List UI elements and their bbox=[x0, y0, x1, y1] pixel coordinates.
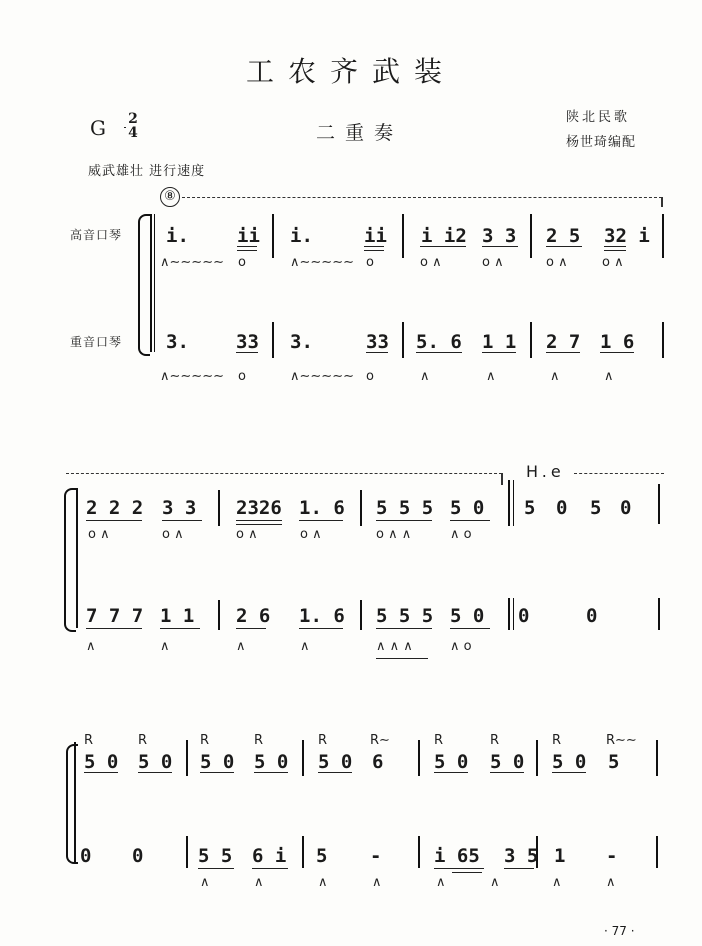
barline bbox=[272, 214, 274, 258]
articulation-mark: ∧ bbox=[552, 875, 562, 890]
articulation-mark: ∧ bbox=[160, 639, 170, 654]
barline bbox=[360, 600, 362, 630]
articulation-mark: ∧ bbox=[318, 875, 328, 890]
beam bbox=[482, 246, 518, 247]
octave-line-end bbox=[501, 473, 503, 485]
articulation-mark: o ∧ bbox=[236, 527, 258, 542]
beam bbox=[318, 772, 352, 773]
note-group: 32 i bbox=[604, 225, 650, 247]
articulation-mark: o bbox=[238, 369, 246, 384]
note-group: 1 1 bbox=[482, 331, 517, 353]
barline bbox=[508, 480, 510, 526]
note-group: 3 5 bbox=[504, 845, 539, 867]
articulation-mark: o bbox=[366, 255, 374, 270]
articulation-mark: ∧∼∼∼∼∼ bbox=[290, 369, 354, 384]
note-group: 2 6 bbox=[236, 605, 271, 627]
beam bbox=[364, 246, 384, 247]
beam bbox=[604, 246, 626, 247]
note-group: - bbox=[370, 845, 382, 867]
articulation-mark: ∧ bbox=[550, 369, 560, 384]
barline bbox=[150, 214, 152, 352]
barline bbox=[658, 598, 660, 630]
articulation-mark: o ∧ bbox=[602, 255, 624, 270]
barline bbox=[76, 488, 78, 628]
barline bbox=[186, 836, 188, 868]
he-marking: H.e bbox=[526, 462, 565, 481]
time-denominator: 4 bbox=[128, 125, 138, 141]
articulation-mark: ∧ o bbox=[450, 639, 472, 654]
note-group: 5 0 bbox=[318, 751, 353, 773]
barline bbox=[530, 214, 532, 258]
note-group: 2 2 2 bbox=[86, 497, 144, 519]
note-group: 1. 6 bbox=[299, 497, 345, 519]
reed-mark: R bbox=[200, 733, 210, 748]
note-group: i. bbox=[166, 225, 189, 247]
articulation-mark: o ∧ ∧ bbox=[376, 527, 412, 542]
beam bbox=[552, 772, 586, 773]
beam bbox=[86, 520, 142, 521]
barline bbox=[530, 322, 532, 358]
barline bbox=[508, 598, 510, 630]
articulation-mark: o ∧ bbox=[420, 255, 442, 270]
beam bbox=[416, 352, 462, 353]
time-numerator: 2 bbox=[128, 111, 138, 127]
articulation-mark: o bbox=[366, 369, 374, 384]
articulation-mark: ∧ bbox=[606, 875, 616, 890]
note-group: 5 0 bbox=[200, 751, 235, 773]
note-group: 5 bbox=[524, 497, 536, 519]
articulation-mark: o ∧ bbox=[162, 527, 184, 542]
beam bbox=[236, 352, 258, 353]
beam bbox=[237, 250, 257, 251]
beam bbox=[366, 352, 388, 353]
articulation-mark: o ∧ bbox=[88, 527, 110, 542]
beam bbox=[252, 868, 288, 869]
articulation-mark: ∧∼∼∼∼∼ bbox=[160, 369, 224, 384]
articulation-mark: ∧ bbox=[490, 875, 500, 890]
note-group: 1 6 bbox=[600, 331, 635, 353]
barline bbox=[74, 742, 76, 862]
note-group: - bbox=[606, 845, 618, 867]
beam bbox=[434, 868, 484, 869]
beam bbox=[160, 628, 200, 629]
note-group: 7 7 7 bbox=[86, 605, 144, 627]
note-group: 3 3 bbox=[482, 225, 517, 247]
beam bbox=[299, 628, 343, 629]
time-fraction-bar bbox=[124, 127, 126, 128]
arranger-credit: 杨世琦编配 bbox=[566, 135, 637, 150]
beam bbox=[604, 250, 626, 251]
note-group: i i2 bbox=[421, 225, 467, 247]
note-group: 5 5 bbox=[198, 845, 233, 867]
tempo-marking: 威武雄壮 进行速度 bbox=[88, 164, 206, 179]
barline bbox=[402, 214, 404, 258]
barline bbox=[302, 740, 304, 776]
beam bbox=[490, 772, 524, 773]
reed-mark: R bbox=[552, 733, 562, 748]
barline bbox=[656, 836, 658, 868]
note-group: 5 5 5 bbox=[376, 605, 434, 627]
note-group: 0 bbox=[556, 497, 568, 519]
system-brace bbox=[138, 214, 150, 356]
note-group: i. bbox=[290, 225, 313, 247]
note-group: 3 3 bbox=[162, 497, 197, 519]
note-group: 2 5 bbox=[546, 225, 581, 247]
beam bbox=[236, 524, 282, 525]
beam bbox=[546, 352, 580, 353]
articulation-mark: ∧ o bbox=[450, 527, 472, 542]
beam bbox=[200, 772, 234, 773]
beam bbox=[376, 658, 428, 659]
note-group: 1. 6 bbox=[299, 605, 345, 627]
part-label-lower: 重音口琴 bbox=[70, 335, 123, 349]
articulation-mark: ∧ bbox=[486, 369, 496, 384]
note-group: 5. 6 bbox=[416, 331, 462, 353]
reed-mark: R bbox=[84, 733, 94, 748]
beam bbox=[450, 628, 490, 629]
note-group: 5 0 bbox=[138, 751, 173, 773]
articulation-mark: ∧∼∼∼∼∼ bbox=[160, 255, 224, 270]
system-brace bbox=[66, 744, 78, 864]
time-signature bbox=[124, 112, 142, 140]
articulation-mark: ∧ bbox=[604, 369, 614, 384]
beam bbox=[237, 246, 257, 247]
barline bbox=[360, 490, 362, 526]
beam bbox=[236, 628, 266, 629]
beam bbox=[452, 872, 482, 873]
articulation-mark: ∧ bbox=[200, 875, 210, 890]
reed-mark: R∼∼ bbox=[606, 733, 637, 748]
subtitle: 二重奏 bbox=[316, 122, 404, 144]
beam bbox=[162, 520, 202, 521]
articulation-mark: o ∧ bbox=[300, 527, 322, 542]
note-group: 2326 bbox=[236, 497, 282, 519]
note-group: 0 bbox=[586, 605, 598, 627]
articulation-mark: ∧∼∼∼∼∼ bbox=[290, 255, 354, 270]
octave-line bbox=[66, 473, 502, 474]
beam bbox=[86, 628, 142, 629]
note-group: 2 7 bbox=[546, 331, 581, 353]
note-group: 6 bbox=[372, 751, 384, 773]
beam bbox=[254, 772, 288, 773]
articulation-mark: ∧ bbox=[436, 875, 446, 890]
barline bbox=[402, 322, 404, 358]
articulation-mark: ∧ bbox=[372, 875, 382, 890]
note-group: 5 0 bbox=[434, 751, 469, 773]
note-group: 33 bbox=[236, 331, 259, 353]
beam bbox=[84, 772, 118, 773]
note-group: 5 bbox=[608, 751, 620, 773]
barline bbox=[662, 322, 664, 358]
barline bbox=[536, 740, 538, 776]
barline bbox=[154, 214, 155, 352]
beam bbox=[482, 352, 516, 353]
note-group: 1 1 bbox=[160, 605, 195, 627]
source-credit: 陕北民歌 bbox=[566, 110, 631, 125]
articulation-mark: ∧ bbox=[236, 639, 246, 654]
barline bbox=[658, 484, 660, 524]
note-group: 5 0 bbox=[552, 751, 587, 773]
beam bbox=[376, 628, 432, 629]
octave-line-end bbox=[661, 197, 663, 207]
reed-mark: R bbox=[434, 733, 444, 748]
note-group: 1 bbox=[554, 845, 566, 867]
note-group: 3. bbox=[290, 331, 313, 353]
note-group: 0 bbox=[132, 845, 144, 867]
beam bbox=[434, 772, 468, 773]
system-brace bbox=[64, 488, 76, 632]
beam bbox=[504, 868, 534, 869]
note-group: 5 0 bbox=[84, 751, 119, 773]
note-group: 0 bbox=[80, 845, 92, 867]
barline bbox=[513, 598, 514, 630]
barline bbox=[418, 836, 420, 868]
note-group: 0 bbox=[518, 605, 530, 627]
note-group: 5 0 bbox=[490, 751, 525, 773]
barline bbox=[218, 490, 220, 526]
octave-line bbox=[574, 473, 664, 474]
beam bbox=[600, 352, 634, 353]
note-group: 5 0 bbox=[254, 751, 289, 773]
note-group: 5 bbox=[590, 497, 602, 519]
barline bbox=[272, 322, 274, 358]
note-group: ii bbox=[237, 225, 260, 247]
beam bbox=[236, 520, 282, 521]
page-number: · 77 · bbox=[604, 924, 635, 938]
barline bbox=[662, 214, 664, 258]
beam bbox=[364, 250, 384, 251]
beam bbox=[420, 246, 466, 247]
reed-mark: R∼ bbox=[370, 733, 390, 748]
song-title: 工农齐武装 bbox=[245, 55, 456, 88]
note-group: 5 bbox=[316, 845, 328, 867]
beam bbox=[299, 520, 343, 521]
articulation-mark: ∧ bbox=[254, 875, 264, 890]
part-label-upper: 高音口琴 bbox=[70, 228, 123, 242]
key-signature: G bbox=[90, 116, 106, 140]
beam bbox=[546, 246, 582, 247]
barline bbox=[418, 740, 420, 776]
beam bbox=[450, 520, 490, 521]
reed-mark: R bbox=[490, 733, 500, 748]
barline bbox=[656, 740, 658, 776]
articulation-mark: o bbox=[238, 255, 246, 270]
reed-mark: R bbox=[138, 733, 148, 748]
note-group: ii bbox=[364, 225, 387, 247]
note-group: 33 bbox=[366, 331, 389, 353]
articulation-mark: ∧ bbox=[300, 639, 310, 654]
articulation-mark: o ∧ bbox=[482, 255, 504, 270]
note-group: 3. bbox=[166, 331, 189, 353]
note-group: 5 0 bbox=[450, 497, 485, 519]
reed-mark: R bbox=[254, 733, 264, 748]
barline bbox=[186, 740, 188, 776]
note-group: 0 bbox=[620, 497, 632, 519]
barline bbox=[513, 480, 514, 526]
beam bbox=[376, 520, 432, 521]
articulation-mark: ∧ bbox=[420, 369, 430, 384]
reed-mark: R bbox=[318, 733, 328, 748]
articulation-mark: ∧ bbox=[86, 639, 96, 654]
articulation-mark: o ∧ bbox=[546, 255, 568, 270]
barline bbox=[302, 836, 304, 868]
beam bbox=[198, 868, 234, 869]
rehearsal-mark: ⑧ bbox=[160, 187, 180, 207]
barline bbox=[218, 600, 220, 630]
note-group: 6 i bbox=[252, 845, 287, 867]
octave-line bbox=[182, 197, 662, 198]
beam bbox=[138, 772, 172, 773]
note-group: 5 0 bbox=[450, 605, 485, 627]
note-group: 5 5 5 bbox=[376, 497, 434, 519]
articulation-mark: ∧ ∧ ∧ bbox=[376, 639, 413, 654]
note-group: i 65 bbox=[434, 845, 480, 867]
